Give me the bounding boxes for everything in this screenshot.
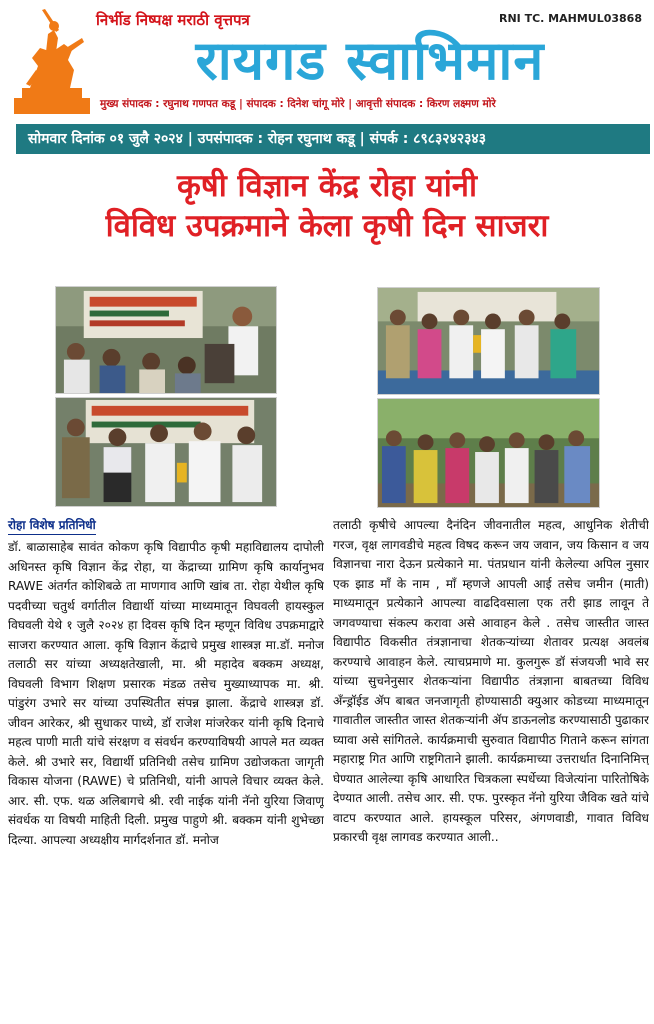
headline <box>0 166 654 246</box>
masthead <box>0 0 654 120</box>
headline-line-1: कृषी विज्ञान केंद्र रोहा यांनी <box>176 168 477 204</box>
byline: रोहा विशेष प्रतिनिधी <box>8 516 96 535</box>
photo-felicitation-group <box>55 397 277 507</box>
dateline-bar: सोमवार दिनांक ०१ जुलै २०२४ | उपसंपादक : रोहन रघुनाथ कडू | संपर्क : ८९८३२४२३४३ <box>16 124 650 154</box>
photo-speaker-at-podium <box>55 286 277 394</box>
article-column-left: डॉ. बाळासाहेब सावंत कोकण कृषि विद्यापीठ कृषी महाविद्यालय दापोली अधिनस्त कृषि विज्ञान केंद्र रोहा, या केंद्राच्या ग्रामिण कृषि कार्यानुभव RAWE अंतर्गत कोशिबळे ता माणगाव आणि खांब ता. रोहा येथील कृषि पदवीच्या चतुर्थ वर्गातील विद्यार्थी यांच्या माध्यमातून विघवली हायस्कुल विघवली येथे १ जुलै २०२४ हा दिवस कृषि दिन म्हणून विविध उपक्रमाद्वारे साजरा करण्यात आला. कृषि विज्ञान केंद्राचे प्रमुख शास्त्रज्ञ मा.डॉ. मनोज तलाठी सर यांच्या अध्यक्षतेखाली, मा. श्री महादेव बक्कम अध्यक्ष, विघवली विभाग शिक्षण प्रसारक मंडळ तसेच मुख्याध्यापक मा. श्री. पांडुरंग उभारे सर यांच्या उपस्थितीत संपन्न झाला. केंद्राचे शास्त्रज्ञ डॉ. जीवन आरेकर, श्री सुधाकर पाध्ये, डॉ राजेश मांजरेकर यांनी कृषि दिनाचे महत्व पाणी माती यांचे संरक्षण व संवर्धन करण्याविषयी आपले मत व्यक्त केले. श्री उभारे सर, विद्यार्थी प्रतिनिधी तसेच ग्रामिण उद्योजकता जागृती विकास योजना (RAWE) चे प्रतिनिधी, यांनी आपले विचार व्यक्त केले. आर. सी. एफ. थळ अलिबागचे श्री. रवी नाईक यांनी नॅनो युरिया जिवाणू संवर्धक या विषयी माहिती दिली. प्रमुख पाहुणे श्री. बक्कम यांनी शुभेच्छा दिल्या. आपल्या अध्यक्षीय मार्गदर्शनात डॉ. मनोज <box>8 540 324 847</box>
photo-tree-plantation-group <box>377 398 600 508</box>
tagline: निर्भीड निष्पक्ष मराठी वृत्तपत्र <box>96 11 250 29</box>
headline-line-2: विविध उपक्रमाने केला कृषी दिन साजरा <box>105 208 549 244</box>
newspaper-title: रायगड स्वाभिमान <box>195 29 545 92</box>
warrior-statue-logo-icon <box>12 8 92 116</box>
photo-prize-distribution <box>377 287 600 395</box>
editors-line: मुख्य संपादक : रघुनाथ गणपत कडू | संपादक : दिनेश चांगू मोरे | आवृत्ती संपादक : किरण लक्ष्मण मोरे <box>100 98 496 110</box>
article-column-right: तलाठी कृषीचे आपल्या दैनंदिन जीवनातील महत्व, आधुनिक शेतीची गरज, वृक्ष लागवडीचे महत्व विषद करून जय जवान, जय किसान व जय विज्ञानचा नारा देऊन प्रत्येकाने मा. पंतप्रधान यांनी केलेल्या अपिल नुसार एक झाड माँ के नाम , माँ म्हणजे आपली आई तसेच जमीन (माती) माध्यमातून प्रत्येकाने आपल्या वाढदिवसाला एक तरी झाड लावून ते जगवण्याचा संकल्प करावा असे आवाहन केले . तसेच जास्तीत जास्त विद्यापीठ विकसीत तंत्रज्ञानाचा शेतकऱ्यांच्या शेतावर प्रत्यक्ष अवलंब करण्याचे आवाहन केले. त्याचप्रमाणे मा. कुलगुरू डॉ संजयजी भावे सर यांच्या सुचनेनुसार शेतकऱ्यांना विद्यापीठ तंत्रज्ञाना बाबतच्या विविध अँन्ड्रॉईड ॲप बाबत जनजागृती होण्यासाठी क्युआर कोडच्या माध्यमातून गावातील जास्तीत जास्त शेतकऱ्यांनी ॲप डाऊनलोड करण्यासाठी पुढाकार घ्यावा असे सांगितले. कार्यक्रमाची सुरुवात विद्यापीठ गिताने करून सांगता महाराष्ट्र गित आणि राष्ट्रगिताने झाली. कार्यक्रमाच्या उत्तरार्धात दिनानिमित्त् घेण्यात आलेल्या कृषि आधारित चित्रकला स्पर्धेच्या विजेत्यांना पारितोषिके देण्यात आली. तसेच आर. सी. एफ. पुरस्कृत नॅनो युरिया जैविक खते यांचे वाटप करण्यात आले. हायस्कूल परिसर, अंगणवाडी, गावात विविध प्रकारची वृक्ष लागवड करण्यात आली.. <box>333 518 649 844</box>
rni-number: RNI TC. MAHMUL03868 <box>498 12 642 25</box>
